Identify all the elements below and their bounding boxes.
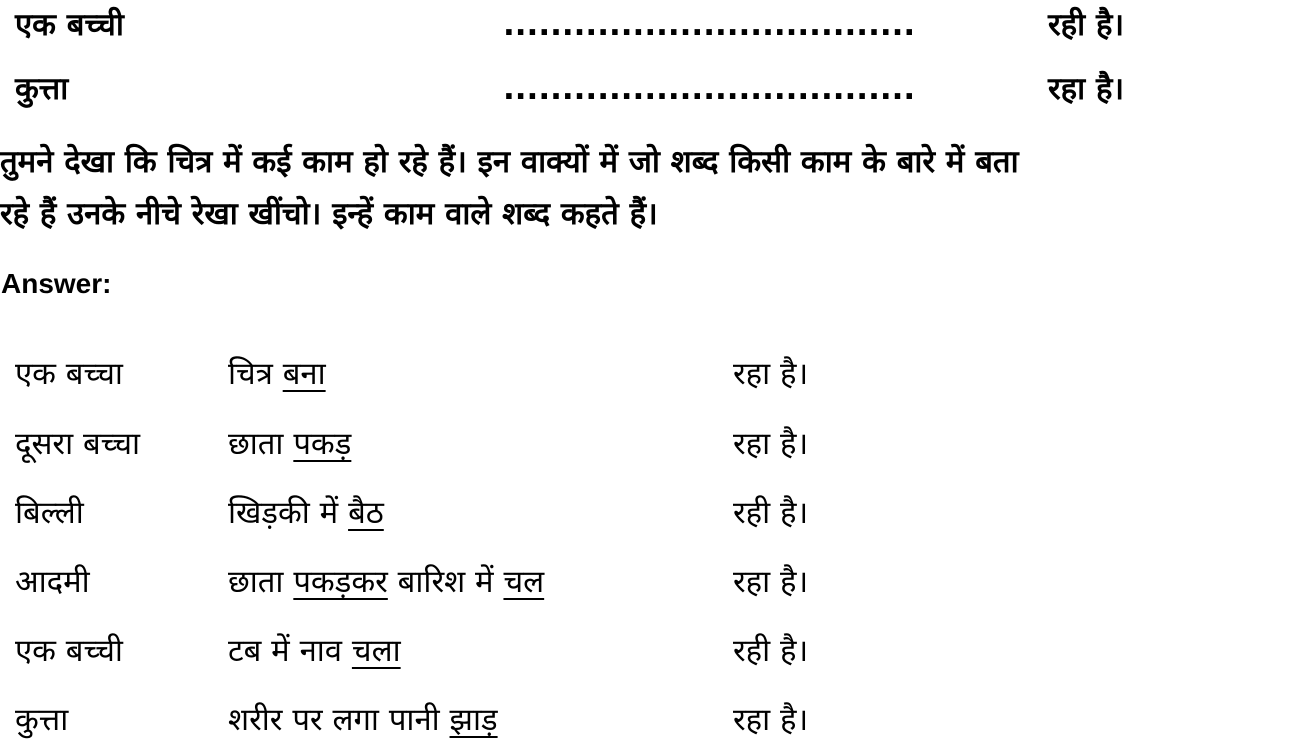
answer-row <box>0 556 1297 608</box>
action-text: छाता <box>228 426 294 462</box>
answer-row <box>0 694 1297 746</box>
question-ending: रहा है। <box>1048 71 1125 107</box>
action-verb-underlined: झाड़ <box>449 702 498 738</box>
question-blank: ................................... <box>503 7 916 43</box>
answer-ending: रहा है। <box>733 356 809 392</box>
answer-ending: रही है। <box>733 495 809 531</box>
answer-row <box>0 348 1297 400</box>
answer-ending: रहा है। <box>733 702 809 738</box>
action-text: बारिश में <box>387 564 504 600</box>
question-blank: ................................... <box>503 71 916 107</box>
question-ending: रही है। <box>1048 7 1125 43</box>
action-verb-underlined: बना <box>282 356 326 392</box>
question-subject: कुत्ता <box>15 71 69 107</box>
answer-action <box>228 556 544 608</box>
instruction-line: रहे हैं उनके नीचे रेखा खींचो। इन्हें काम वाले शब्द कहते हैं। <box>0 196 658 232</box>
instruction-paragraph <box>0 136 1297 240</box>
answer-subject: आदमी <box>15 564 90 600</box>
question-subject: एक बच्ची <box>15 7 124 43</box>
action-verb-underlined: चला <box>351 633 401 669</box>
answer-ending: रही है। <box>733 633 809 669</box>
answer-action <box>228 694 498 746</box>
answer-action <box>228 625 401 677</box>
action-text: शरीर पर लगा पानी <box>228 702 450 738</box>
answer-action <box>228 418 351 470</box>
action-text: खिड़की में <box>228 495 349 531</box>
answer-label: Answer: <box>1 268 112 299</box>
action-verb-underlined: बैठ <box>348 495 384 531</box>
answer-action <box>228 348 326 400</box>
answer-subject: एक बच्ची <box>15 633 123 669</box>
question-row <box>0 0 1297 50</box>
answer-subject: बिल्ली <box>15 495 84 531</box>
answer-subject: कुत्ता <box>15 702 69 738</box>
action-verb-underlined: पकड़कर <box>293 564 388 600</box>
answer-subject: एक बच्चा <box>15 356 123 392</box>
answer-ending: रहा है। <box>733 564 809 600</box>
answer-row <box>0 487 1297 539</box>
answer-action <box>228 487 384 539</box>
answer-subject: दूसरा बच्चा <box>15 426 141 462</box>
action-text: चित्र <box>228 356 283 392</box>
answer-row <box>0 418 1297 470</box>
action-text: टब में नाव <box>228 633 352 669</box>
action-verb-underlined: चल <box>503 564 545 600</box>
answer-ending: रहा है। <box>733 426 809 462</box>
question-row <box>0 64 1297 114</box>
action-verb-underlined: पकड़ <box>293 426 352 462</box>
action-text: छाता <box>228 564 294 600</box>
instruction-line: तुमने देखा कि चित्र में कई काम हो रहे हैं। इन वाक्यों में जो शब्द किसी काम के बारे में बता <box>0 144 1019 180</box>
answer-row <box>0 625 1297 677</box>
